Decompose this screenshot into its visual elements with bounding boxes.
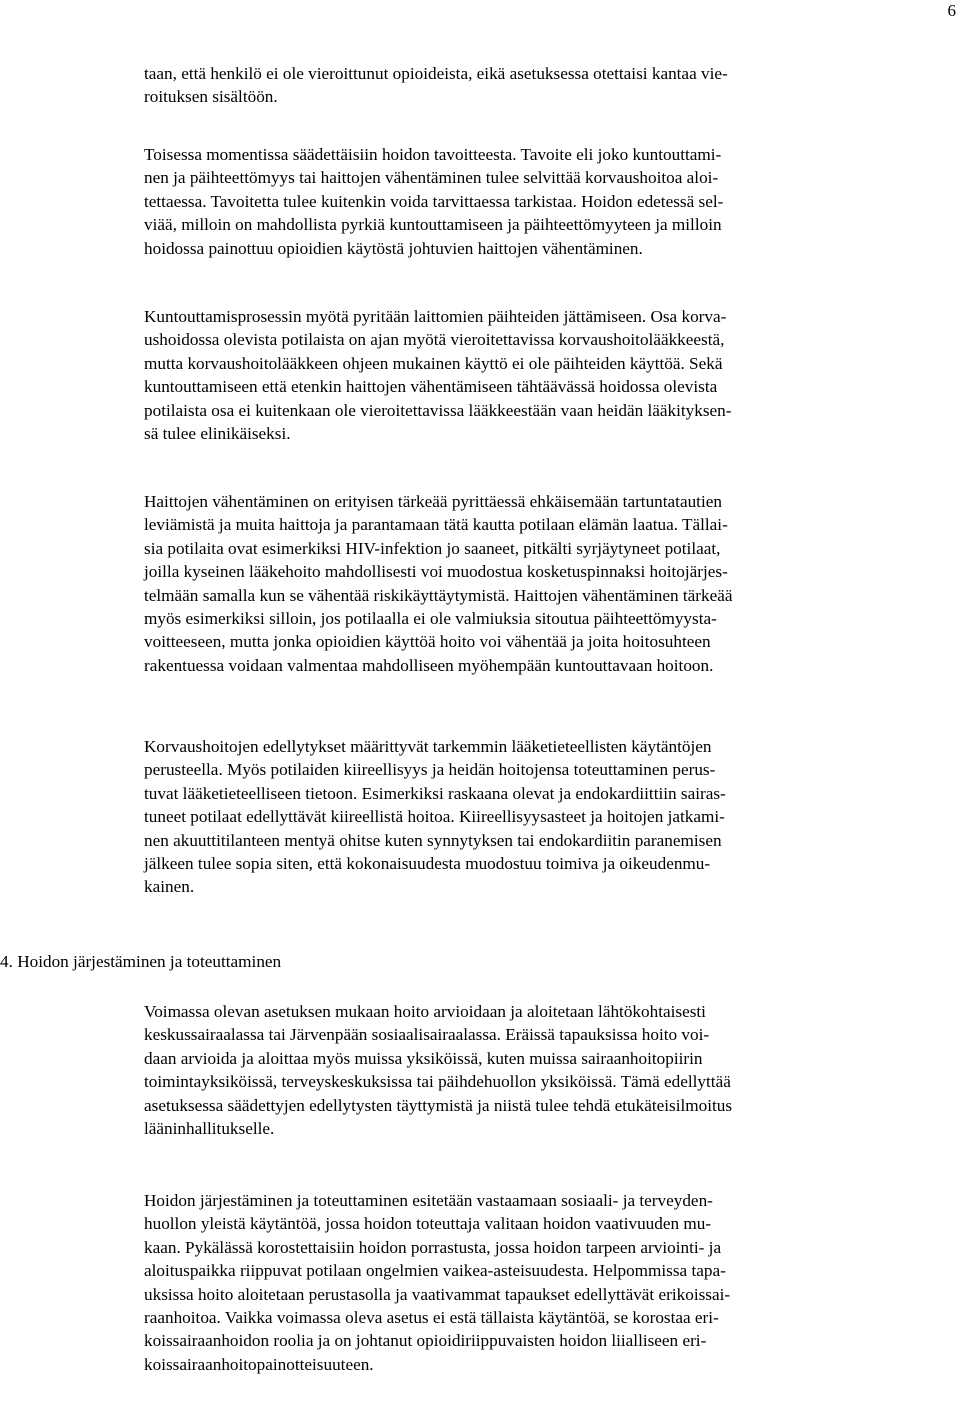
text-line: jälkeen tulee sopia siten, että kokonaisuudesta muodostuu toimiva ja oikeudenmu- (144, 854, 711, 874)
text-line: Kuntouttamisprosessin myötä pyritään laittomien päihteiden jättämiseen. Osa korva- (144, 307, 727, 326)
text-line: kaan. Pykälässä korostettaisiin hoidon porrastusta, jossa hoidon tarpeen arviointi- ja (144, 1237, 722, 1257)
section-number: 4 (0, 952, 9, 971)
section-heading (0, 950, 281, 974)
section-title: . Hoidon järjestäminen ja toteuttaminen (8, 952, 282, 971)
text-line: roituksen sisältöön. (144, 87, 278, 107)
text-line: rakentuessa voidaan valmentaa mahdolliseen myöhempään kuntouttavaan hoitoon. (144, 655, 714, 675)
text-line: nen akuuttitilanteen mentyä ohitse kuten synnytyksen tai endokardiitin paranemisen (144, 830, 722, 850)
text-line: taan, että henkilö ei ole vieroittunut opioideista, eikä asetuksessa otettaisi kantaa vie- (144, 64, 728, 83)
text-line: ushoidossa olevista potilaista on ajan myötä vieroitettavissa korvaushoitolääkkeestä, (144, 330, 725, 350)
text-line: Korvaushoitojen edellytykset määrittyvät tarkemmin lääketieteellisten käytäntöjen (144, 737, 712, 756)
text-line: tuneet potilaat edellyttävät kiireellistä hoitoa. Kiireellisyysasteet ja hoitojen jatkami- (144, 807, 725, 827)
text-line: hoidossa painottuu opioidien käytöstä johtuvien haittojen vähentäminen. (144, 238, 643, 258)
text-line: Hoidon järjestäminen ja toteuttaminen esitetään vastaamaan sosiaali- ja terveyden- (144, 1191, 713, 1210)
text-line: koissairaanhoitopainotteisuuteen. (144, 1354, 374, 1374)
text-line: myös esimerkiksi silloin, jos potilaalla ei ole valmiuksia sitoutua päihteettömyysta- (144, 609, 717, 629)
text-line: perusteella. Myös potilaiden kiireellisyys ja heidän hoitojensa toteuttaminen perus- (144, 760, 716, 780)
text-line: asetuksessa säädettyjen edellytysten täyttymistä ja niistä tulee tehdä etukäteisilmoitus (144, 1095, 733, 1115)
text-line: joilla kyseinen lääkehoito mahdollisesti voi muodostua kosketuspinnaksi hoitojärjes- (144, 562, 728, 582)
paragraph-4 (144, 490, 960, 677)
paragraph-6 (144, 1000, 960, 1140)
text-line: sia potilaita ovat esimerkiksi HIV-infektion jo saaneet, pitkälti syrjäytyneet potilaat, (144, 538, 721, 558)
text-line: koissairaanhoidon roolia ja on johtanut opioidiriippuvaisten hoidon liialliseen eri- (144, 1331, 707, 1351)
paragraph-3 (144, 305, 960, 445)
text-line: leviämistä ja muita haittoja ja parantamaan tätä kautta potilaan elämän laatua. Tällai- (144, 515, 728, 535)
text-line: Haittojen vähentäminen on erityisen tärkeää pyrittäessä ehkäisemään tartuntatautien (144, 492, 722, 511)
text-line: daan arvioida ja aloittaa myös muissa yksiköissä, kuten muissa sairaanhoitopiirin (144, 1048, 703, 1068)
text-line: keskussairaalassa tai Järvenpään sosiaalisairaalassa. Eräissä tapauksissa hoito voi- (144, 1025, 710, 1045)
text-line: lääninhallitukselle. (144, 1119, 275, 1139)
text-line: toimintayksiköissä, terveyskeskuksissa tai päihdehuollon yksiköissä. Tämä edellyttää (144, 1072, 731, 1092)
text-line: potilaista osa ei kuitenkaan ole vieroitettavissa lääkkeestään vaan heidän lääkityksen- (144, 400, 732, 420)
text-line: viää, milloin on mahdollista pyrkiä kuntouttamiseen ja päihteettömyyteen ja milloin (144, 215, 722, 235)
text-line: nen ja päihteettömyys tai haittojen vähentäminen tulee selvittää korvaushoitoa aloi- (144, 168, 719, 188)
text-line: huollon yleistä käytäntöä, jossa hoidon toteuttaja valitaan hoidon vaativuuden mu- (144, 1214, 712, 1234)
text-line: tuvat lääketieteelliseen tietoon. Esimerkiksi raskaana olevat ja endokardiittiin sairas- (144, 783, 726, 803)
text-line: sä tulee elinikäiseksi. (144, 424, 291, 444)
text-line: kainen. (144, 877, 195, 897)
text-line: uksissa hoito aloitetaan perustasolla ja vaativammat tapaukset edellyttävät erikoissai- (144, 1284, 731, 1304)
text-line: voitteeseen, mutta jonka opioidien käyttöä hoito voi vähentää ja joita hoitosuhteen (144, 632, 711, 652)
paragraph-7 (144, 1189, 960, 1376)
text-line: Voimassa olevan asetuksen mukaan hoito arvioidaan ja aloitetaan lähtökohtaisesti (144, 1002, 706, 1021)
page-number: 6 (947, 1, 956, 20)
text-line: aloituspaikka riippuvat potilaan ongelmien vaikea-asteisuudesta. Helpommissa tapa- (144, 1261, 726, 1281)
text-line: kuntouttamiseen että etenkin haittojen vähentämiseen tähtäävässä hoidossa olevista (144, 377, 718, 397)
text-line: tettaessa. Tavoitetta tulee kuitenkin voida tarvittaessa tarkistaa. Hoidon edetessä sel- (144, 191, 724, 211)
paragraph-2 (144, 143, 960, 260)
paragraph-1 (144, 62, 960, 109)
text-line: telmään samalla kun se vähentää riskikäyttäytymistä. Haittojen vähentäminen tärkeää (144, 585, 733, 605)
text-line: raanhoitoa. Vaikka voimassa oleva asetus ei estä tällaista käytäntöä, se korostaa eri- (144, 1308, 719, 1328)
text-line: mutta korvaushoitolääkkeen ohjeen mukainen käyttö ei ole päihteiden käyttöä. Sekä (144, 353, 723, 373)
text-line: Toisessa momentissa säädettäisiin hoidon tavoitteesta. Tavoite eli joko kuntouttami- (144, 145, 722, 164)
paragraph-5 (144, 735, 960, 899)
